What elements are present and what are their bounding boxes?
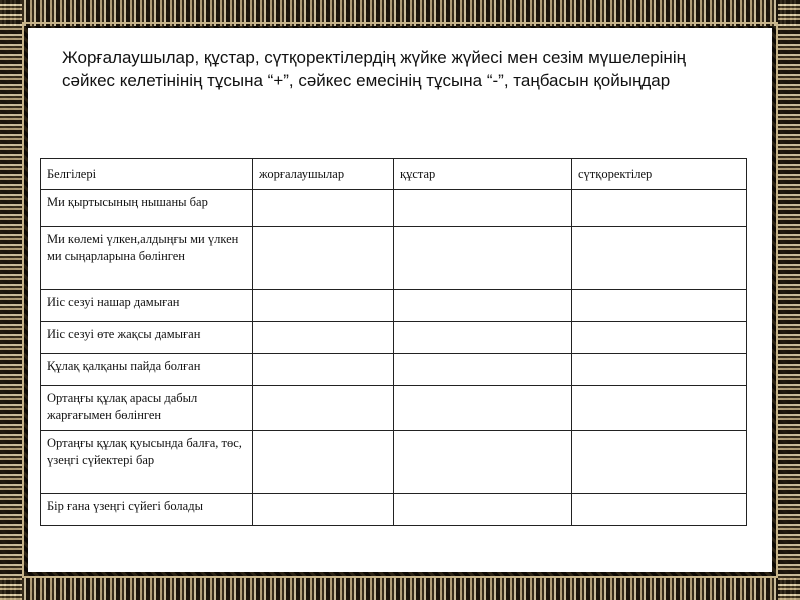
birds-answer-cell[interactable]: [394, 494, 572, 526]
mammals-answer-cell[interactable]: [572, 494, 747, 526]
header-birds: құстар: [394, 159, 572, 190]
frame-border-right: [778, 0, 800, 600]
reptiles-answer-cell[interactable]: [253, 322, 394, 354]
table-row: [41, 190, 747, 227]
comparison-table: [40, 158, 747, 526]
mammals-answer-cell[interactable]: [572, 227, 747, 290]
mammals-answer-cell[interactable]: [572, 354, 747, 386]
frame-border-bottom: [0, 578, 800, 600]
table-row: [41, 386, 747, 431]
table-row: [41, 494, 747, 526]
reptiles-answer-cell[interactable]: [253, 227, 394, 290]
header-features: Белгілері: [41, 159, 253, 190]
feature-cell: Бір ғана үзеңгі сүйегі болады: [41, 494, 253, 526]
mammals-answer-cell[interactable]: [572, 190, 747, 227]
feature-cell: Құлақ қалқаны пайда болған: [41, 354, 253, 386]
birds-answer-cell[interactable]: [394, 386, 572, 431]
birds-answer-cell[interactable]: [394, 322, 572, 354]
feature-cell: Иіс сезуі өте жақсы дамыған: [41, 322, 253, 354]
table-row: [41, 227, 747, 290]
feature-cell: Ми қыртысының нышаны бар: [41, 190, 253, 227]
mammals-answer-cell[interactable]: [572, 322, 747, 354]
slide-page: [28, 28, 772, 572]
header-reptiles: жорғалаушылар: [253, 159, 394, 190]
table-row: [41, 354, 747, 386]
feature-cell: Ортаңғы құлақ арасы дабыл жарғағымен бөлінген: [41, 386, 253, 431]
mammals-answer-cell[interactable]: [572, 431, 747, 494]
feature-cell: Ортаңғы құлақ қуысында балға, төс, үзеңгі сүйектері бар: [41, 431, 253, 494]
table-row: [41, 322, 747, 354]
frame-border-left: [0, 0, 22, 600]
feature-cell: Иіс сезуі нашар дамыған: [41, 290, 253, 322]
table-row: [41, 290, 747, 322]
reptiles-answer-cell[interactable]: [253, 354, 394, 386]
birds-answer-cell[interactable]: [394, 290, 572, 322]
feature-cell: Ми көлемі үлкен,алдыңғы ми үлкен ми сыңарларына бөлінген: [41, 227, 253, 290]
task-title: Жорғалаушылар, құстар, сүтқоректілердің жүйке жүйесі мен сезім мүшелерінің сәйкес келетінінің тұсына “+”, сәйкес емесінің тұсына “-”, таңбасын қойыңдар: [62, 48, 686, 90]
birds-answer-cell[interactable]: [394, 354, 572, 386]
reptiles-answer-cell[interactable]: [253, 190, 394, 227]
reptiles-answer-cell[interactable]: [253, 386, 394, 431]
table-row: [41, 431, 747, 494]
reptiles-answer-cell[interactable]: [253, 494, 394, 526]
birds-answer-cell[interactable]: [394, 227, 572, 290]
table-header-row: [41, 159, 747, 190]
mammals-answer-cell[interactable]: [572, 290, 747, 322]
birds-answer-cell[interactable]: [394, 190, 572, 227]
birds-answer-cell[interactable]: [394, 431, 572, 494]
reptiles-answer-cell[interactable]: [253, 431, 394, 494]
header-mammals: сүтқоректілер: [572, 159, 747, 190]
mammals-answer-cell[interactable]: [572, 386, 747, 431]
reptiles-answer-cell[interactable]: [253, 290, 394, 322]
